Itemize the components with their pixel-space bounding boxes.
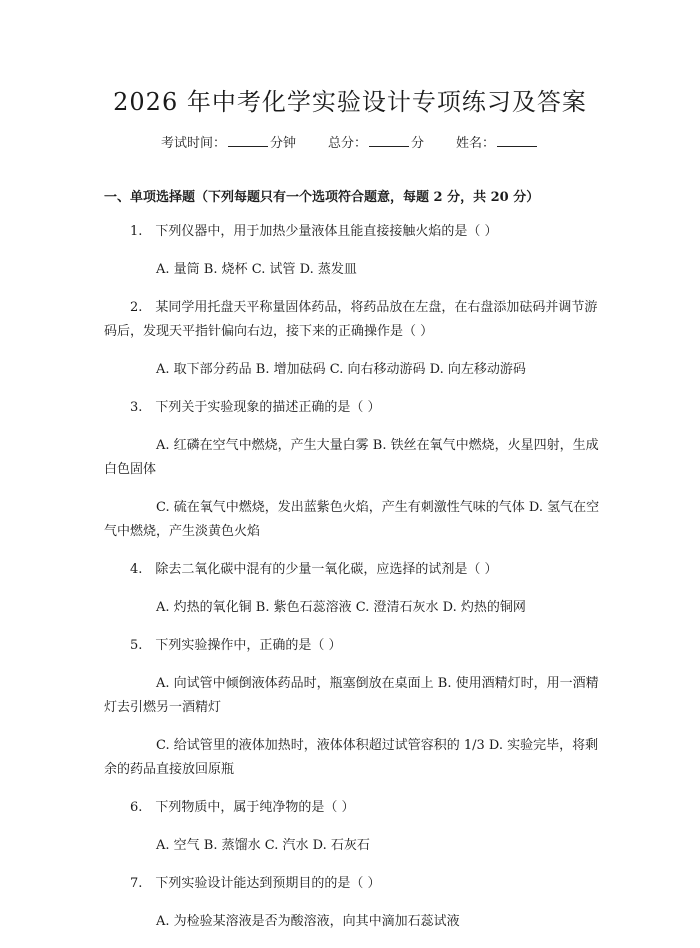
question-stem: 2. 某同学用托盘天平称量固体药品，将药品放在左盘，在右盘添加砝码并调节游码后，发现天平指针偏向右边，接下来的正确操作是（ ） xyxy=(104,300,598,339)
exam-info-row xyxy=(0,132,700,151)
question-options: A. 量筒 B. 烧杯 C. 试管 D. 蒸发皿 xyxy=(156,262,357,277)
question-options: A. 向试管中倾倒液体药品时，瓶塞倒放在桌面上 B. 使用酒精灯时，用一酒精灯去引燃另一酒精灯 xyxy=(104,676,599,715)
question-stem: 6. 下列物质中，属于纯净物的是（ ） xyxy=(130,800,355,815)
question-3 xyxy=(104,396,604,544)
question-5 xyxy=(104,634,604,782)
question-options: C. 给试管里的液体加热时，液体体积超过试管容积的 1/3 D. 实验完毕，将剩余的药品直接放回原瓶 xyxy=(104,738,599,777)
student-name-field xyxy=(456,132,539,151)
question-7 xyxy=(104,872,604,934)
question-4 xyxy=(104,558,604,620)
question-options: A. 红磷在空气中燃烧，产生大量白雾 B. 铁丝在氧气中燃烧，火星四射，生成白色固体 xyxy=(104,438,599,477)
question-stem: 3. 下列关于实验现象的描述正确的是（ ） xyxy=(130,400,381,415)
question-options: A. 取下部分药品 B. 增加砝码 C. 向右移动游码 D. 向左移动游码 xyxy=(156,362,526,377)
question-stem: 7. 下列实验设计能达到预期目的的是（ ） xyxy=(130,876,381,891)
question-6 xyxy=(104,796,604,858)
exam-time-blank xyxy=(228,136,268,147)
exam-content xyxy=(104,186,604,948)
question-1 xyxy=(104,220,604,282)
page-title: 2026 年中考化学实验设计专项练习及答案 xyxy=(113,88,587,116)
question-options: A. 为检验某溶液是否为酸溶液，向其中滴加石蕊试液 xyxy=(156,914,460,929)
question-options: A. 空气 B. 蒸馏水 C. 汽水 D. 石灰石 xyxy=(156,838,370,853)
student-name-blank xyxy=(497,136,537,147)
student-name-label: 姓名： xyxy=(456,136,496,151)
exam-time-field xyxy=(161,132,296,151)
question-stem: 1. 下列仪器中，用于加热少量液体且能直接接触火焰的是（ ） xyxy=(130,224,498,239)
question-2 xyxy=(104,296,604,382)
total-score-field xyxy=(328,132,424,151)
total-score-label: 总分： xyxy=(327,136,367,151)
total-score-blank xyxy=(369,136,409,147)
exam-time-unit: 分钟 xyxy=(269,136,296,151)
question-stem: 5. 下列实验操作中，正确的是（ ） xyxy=(130,638,342,653)
question-options: C. 硫在氧气中燃烧，发出蓝紫色火焰，产生有刺激性气味的气体 D. 氢气在空气中燃烧，产生淡黄色火焰 xyxy=(104,500,600,539)
question-stem: 4. 除去二氧化碳中混有的少量一氧化碳，应选择的试剂是（ ） xyxy=(130,562,498,577)
total-score-unit: 分 xyxy=(411,136,425,151)
question-options: A. 灼热的氧化铜 B. 紫色石蕊溶液 C. 澄清石灰水 D. 灼热的铜网 xyxy=(156,600,526,615)
section-title: 一、单项选择题（下列每题只有一个选项符合题意，每题 2 分，共 20 分） xyxy=(104,190,540,205)
exam-time-label: 考试时间： xyxy=(160,136,226,151)
